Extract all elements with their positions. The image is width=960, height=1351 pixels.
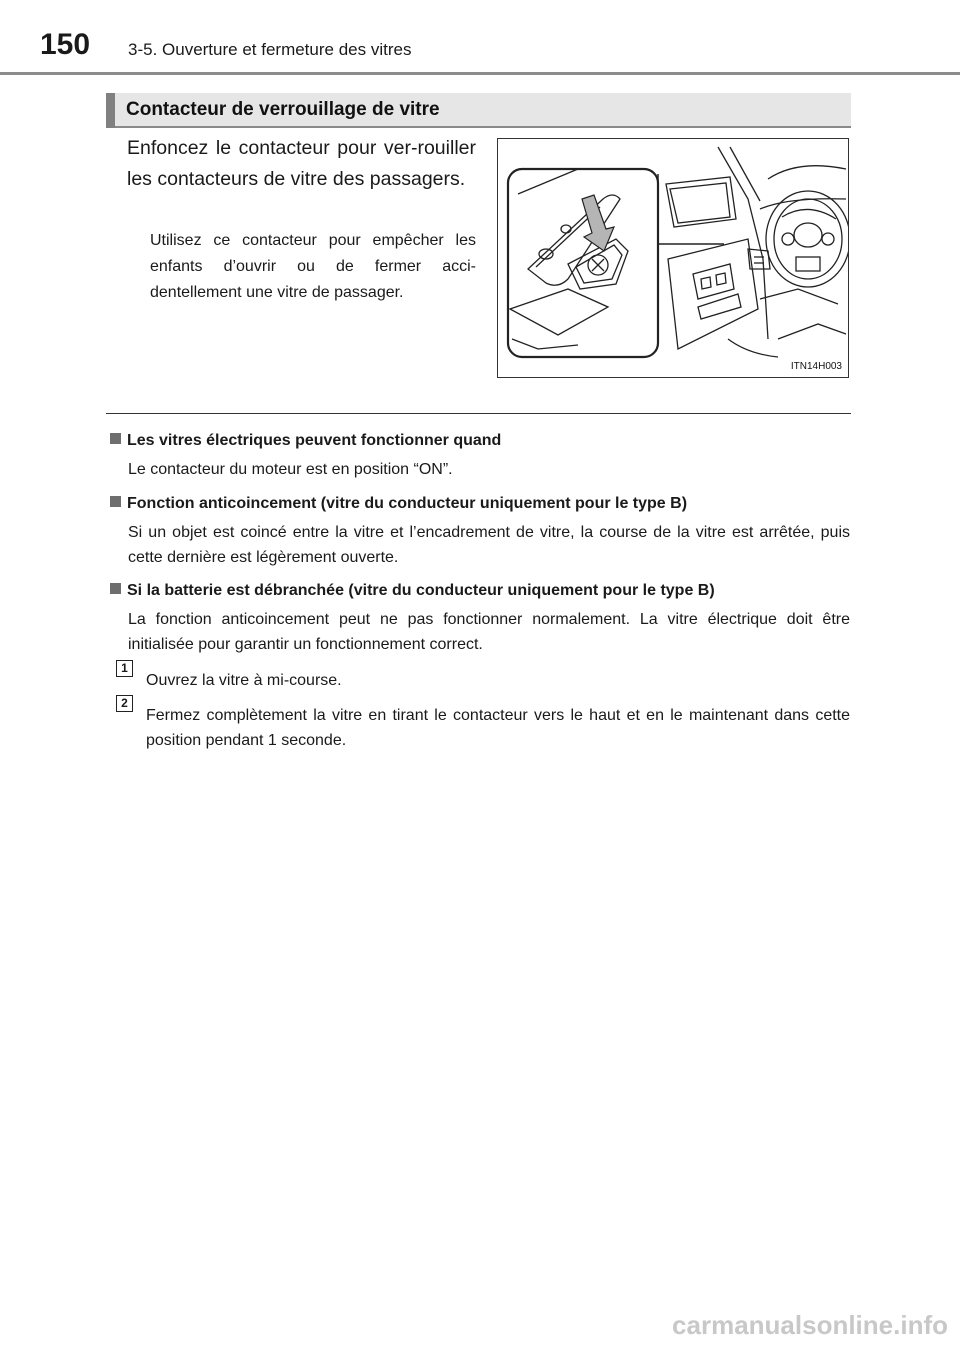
step-item bbox=[116, 695, 850, 753]
figure-code: ITN14H003 bbox=[790, 361, 842, 372]
note-title: Si la batterie est débranchée (vitre du conducteur uniquement pour le type B) bbox=[110, 580, 850, 602]
note-title: Les vitres électriques peuvent fonctionner quand bbox=[110, 430, 850, 452]
step-number: 2 bbox=[116, 695, 133, 712]
step-item bbox=[116, 660, 850, 693]
intro-text: Enfoncez le contacteur pour ver-rouiller les contacteurs de vitre des passagers. bbox=[127, 137, 476, 190]
square-bullet-icon bbox=[110, 583, 121, 594]
note-body: Le contacteur du moteur est en position “ON”. bbox=[128, 461, 453, 478]
note-block bbox=[110, 430, 850, 482]
watermark: carmanualsonline.info bbox=[672, 1310, 948, 1340]
step-text: Ouvrez la vitre à mi-course. bbox=[146, 672, 342, 689]
step-number: 1 bbox=[116, 660, 133, 677]
square-bullet-icon bbox=[110, 433, 121, 444]
section-bar-accent bbox=[106, 93, 115, 128]
section-title: Contacteur de verrouillage de vitre bbox=[126, 99, 440, 120]
window-lock-illustration bbox=[497, 138, 849, 378]
running-header: 3-5. Ouverture et fermeture des vitres bbox=[128, 40, 412, 59]
page-number: 150 bbox=[40, 28, 91, 61]
step-text: Fermez complètement la vitre en tirant le contacteur vers le haut et en le maintenant dans cette position pendant 1 seconde. bbox=[146, 707, 850, 749]
square-bullet-icon bbox=[110, 496, 121, 507]
note-block bbox=[110, 493, 850, 570]
note-title: Fonction anticoincement (vitre du conducteur uniquement pour le type B) bbox=[110, 493, 850, 515]
section-title-bar bbox=[106, 93, 851, 128]
note-body: La fonction anticoincement peut ne pas fonctionner normalement. La vitre électrique doit être initialisée pour garantir un fonctionnement correct. bbox=[128, 611, 850, 653]
section-divider bbox=[106, 413, 851, 414]
header-rule bbox=[0, 72, 960, 75]
car-interior-drawing bbox=[498, 139, 848, 377]
intro-note: Utilisez ce contacteur pour empêcher les enfants d’ouvrir ou de fermer acci-dentellement une vitre de passager. bbox=[150, 232, 476, 301]
note-block bbox=[110, 580, 850, 657]
note-body: Si un objet est coincé entre la vitre et l’encadrement de vitre, la course de la vitre est arrêtée, puis cette dernière est légèrement ouverte. bbox=[128, 524, 850, 566]
